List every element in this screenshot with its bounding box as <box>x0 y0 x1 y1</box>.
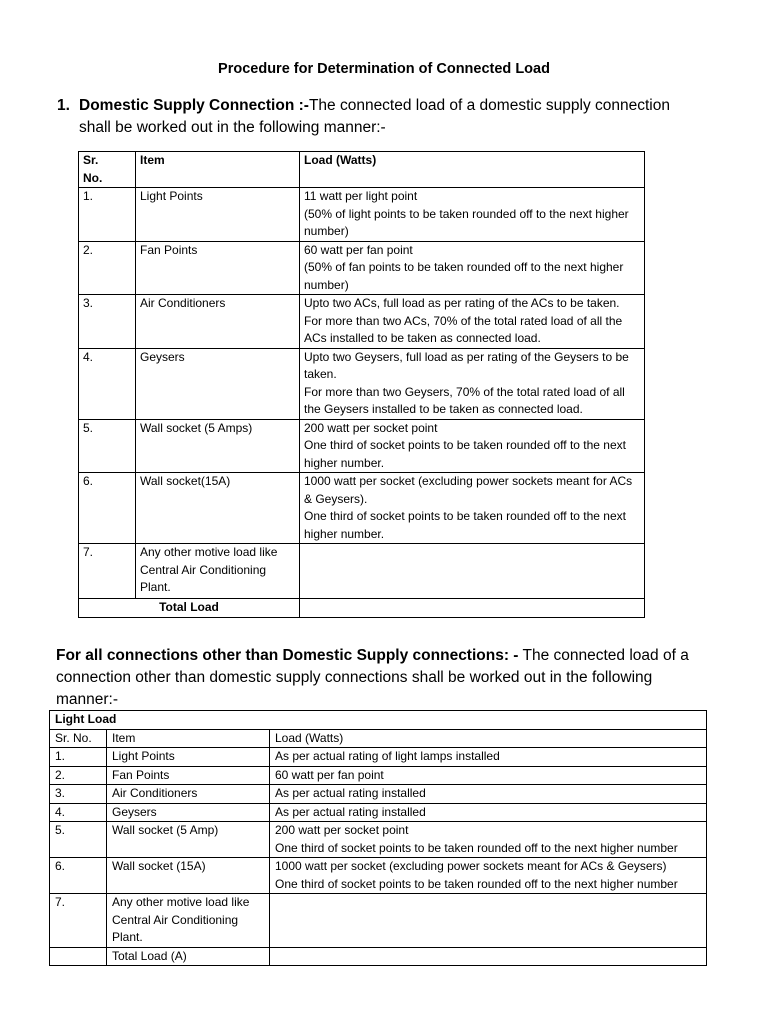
item-cell: Wall socket(15A) <box>136 473 300 544</box>
table-row <box>50 803 707 822</box>
light-load-table <box>49 710 707 966</box>
header-sr-line2: No. <box>83 170 103 185</box>
item-cell: Any other motive load like Central Air Conditioning Plant. <box>136 544 300 599</box>
table-row <box>79 241 645 295</box>
table-row <box>50 822 707 858</box>
section-heading: Domestic Supply Connection :- <box>79 97 309 114</box>
item-cell: Geysers <box>107 803 270 822</box>
total-row <box>50 947 707 966</box>
sr-no-cell: 4. <box>50 803 107 822</box>
table-row <box>79 473 645 544</box>
sr-no-cell: 2. <box>79 241 136 295</box>
total-load-label: Total Load (A) <box>107 947 270 966</box>
item-cell: Wall socket (5 Amp) <box>107 822 270 858</box>
item-cell: Wall socket (5 Amps) <box>136 419 300 473</box>
table-row <box>50 748 707 767</box>
table-header-row <box>50 729 707 748</box>
load-cell: As per actual rating of light lamps installed <box>270 748 707 767</box>
item-cell: Air Conditioners <box>107 785 270 804</box>
header-item: Item <box>107 729 270 748</box>
load-cell: Upto two ACs, full load as per rating of the ACs to be taken. For more than two ACs, 70% of the total rated load of all the ACs installed to be taken as connected load. <box>300 295 645 349</box>
item-cell: Light Points <box>107 748 270 767</box>
total-sr-cell <box>50 947 107 966</box>
sr-no-cell: 2. <box>50 766 107 785</box>
item-cell: Fan Points <box>107 766 270 785</box>
load-cell: 11 watt per light point (50% of light points to be taken rounded off to the next higher number) <box>300 188 645 242</box>
table-row <box>79 419 645 473</box>
sr-no-cell: 1. <box>50 748 107 767</box>
load-cell: 60 watt per fan point <box>270 766 707 785</box>
total-load-value <box>270 947 707 966</box>
section-heading: For all connections other than Domestic Supply connections: - <box>56 647 519 664</box>
sr-no-cell: 4. <box>79 348 136 419</box>
header-item: Item <box>136 152 300 188</box>
header-load: Load (Watts) <box>300 152 645 188</box>
section-other-connections <box>56 645 716 711</box>
header-sr-line1: Sr. <box>83 153 99 167</box>
sr-no-cell: 6. <box>50 858 107 894</box>
table-row <box>50 894 707 948</box>
load-cell: As per actual rating installed <box>270 803 707 822</box>
table-row <box>79 348 645 419</box>
section-text: The connected load of a domestic supply connection shall be worked out in the following manner:- <box>79 97 670 136</box>
load-cell <box>300 544 645 599</box>
sr-no-cell: 3. <box>79 295 136 349</box>
header-sr-no: Sr. No. <box>50 729 107 748</box>
item-cell: Air Conditioners <box>136 295 300 349</box>
sr-no-cell: 5. <box>79 419 136 473</box>
total-load-label: Total Load <box>79 599 300 618</box>
load-cell <box>270 894 707 948</box>
load-cell: 200 watt per socket point One third of socket points to be taken rounded off to the next higher number. <box>300 419 645 473</box>
section-text: The connected load of a connection other than domestic supply connections shall be worked out in the following manner:- <box>56 647 689 708</box>
load-cell: 200 watt per socket point One third of socket points to be taken rounded off to the next higher number <box>270 822 707 858</box>
table-caption-row <box>50 711 707 730</box>
section-domestic <box>57 95 677 139</box>
load-cell: 60 watt per fan point (50% of fan points to be taken rounded off to the next higher number) <box>300 241 645 295</box>
total-load-value <box>300 599 645 618</box>
table-row <box>79 295 645 349</box>
sr-no-cell: 7. <box>50 894 107 948</box>
table-row <box>79 188 645 242</box>
page-title: Procedure for Determination of Connected Load <box>218 61 550 77</box>
section-number: 1. <box>57 97 70 114</box>
sr-no-cell: 7. <box>79 544 136 599</box>
header-sr-no <box>79 152 136 188</box>
load-cell: Upto two Geysers, full load as per rating of the Geysers to be taken. For more than two Geysers, 70% of the total rated load of all the Geysers installed to be taken as connected load. <box>300 348 645 419</box>
domestic-load-table <box>78 151 645 618</box>
table-header-row <box>79 152 645 188</box>
load-cell: As per actual rating installed <box>270 785 707 804</box>
item-cell: Wall socket (15A) <box>107 858 270 894</box>
item-cell: Any other motive load like Central Air Conditioning Plant. <box>107 894 270 948</box>
sr-no-cell: 3. <box>50 785 107 804</box>
sr-no-cell: 5. <box>50 822 107 858</box>
table-row <box>50 858 707 894</box>
table-row <box>79 544 645 599</box>
item-cell: Geysers <box>136 348 300 419</box>
sr-no-cell: 6. <box>79 473 136 544</box>
item-cell: Light Points <box>136 188 300 242</box>
table-row <box>50 785 707 804</box>
item-cell: Fan Points <box>136 241 300 295</box>
load-cell: 1000 watt per socket (excluding power sockets meant for ACs & Geysers) One third of socket points to be taken rounded off to the next higher number <box>270 858 707 894</box>
total-row <box>79 599 645 618</box>
table-body <box>50 748 707 948</box>
header-load: Load (Watts) <box>270 729 707 748</box>
sr-no-cell: 1. <box>79 188 136 242</box>
table-body <box>79 188 645 599</box>
table-row <box>50 766 707 785</box>
load-cell: 1000 watt per socket (excluding power sockets meant for ACs & Geysers). One third of socket points to be taken rounded off to the next higher number. <box>300 473 645 544</box>
table-caption: Light Load <box>50 711 707 730</box>
section-paragraph <box>79 95 677 139</box>
